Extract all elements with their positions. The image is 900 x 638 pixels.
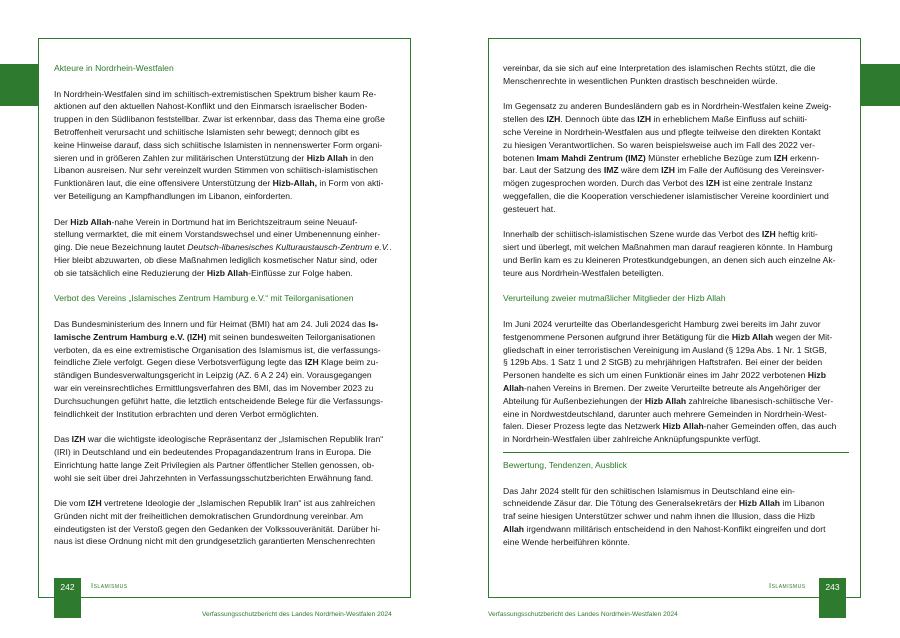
paragraph <box>503 62 849 88</box>
text-line: Das Jahr 2024 stellt für den schiitischen Islamismus in Deutschland eine ein- <box>503 485 795 496</box>
text-line: gesteuert hat. <box>503 203 556 214</box>
text-line: Allah-nahen Vereins in Bremen. Der zweite Verurteilte betreute als Angehöriger der <box>503 382 821 393</box>
text-line: Im Juni 2024 verurteilte das Oberlandesgericht Hamburg zwei bereits im Jahr zuvor <box>503 318 821 329</box>
text-line: bar. Laut der Satzung des IMZ wäre dem IZH im Falle der Auflösung des Vereinsver- <box>503 165 825 176</box>
section-label-left: Islamismus <box>91 581 128 590</box>
text-line: truppen in den Südlibanon feststellbar. Zwar ist erkennbar, dass das Thema eine große <box>54 114 385 125</box>
section-divider <box>503 452 849 453</box>
text-line: Das IZH war die wichtigste ideologische Repräsentanz der „Islamischen Republik Iran“ <box>54 434 384 445</box>
text-line: ging. Die neue Bezeichnung lautet Deutsch-libanesisches Kulturaustausch-Zentrum e.V.. <box>54 242 392 253</box>
text-line: In Nordrhein-Westfalen sind im schiitisch-extremistischen Spektrum bisher kaum Re- <box>54 88 377 99</box>
text-line: Hier bleibt abzuwarten, ob diese Maßnahmen lediglich kosmetischer Natur sind, oder <box>54 254 378 265</box>
page-number-left: 242 <box>54 578 81 618</box>
text-line: eine in Nordwestdeutschland, darunter auch mehrere Gemeinden in Nordrhein-West- <box>503 408 827 419</box>
paragraph <box>503 485 849 549</box>
paragraph <box>503 100 849 215</box>
paragraph <box>54 497 400 548</box>
text-line: ver Beteiligung an Kampfhandlungen im Libanon, einforderten. <box>54 190 293 201</box>
text-line: zu hiesigen Verantwortlichen. So waren beispielsweise auch im Fall des 2022 ver- <box>503 139 815 150</box>
text-line: Im Gegensatz zu anderen Bundesländern gab es in Nordrhein-Westfalen keine Zweig- <box>503 101 832 112</box>
text-line: vereinbar, da sie sich auf eine Interpretation des islamischen Rechts stützt, die die <box>503 63 816 73</box>
text-line: lamische Zentrum Hamburg e.V. (IZH) mit seinen bundesweiten Teilorganisationen <box>54 331 375 342</box>
page-number-right: 243 <box>819 578 846 618</box>
text-line: weggefallen, die die Kooperation verschiedener islamistischer Vereine koordiniert und <box>503 190 829 201</box>
text-line: teure aus Nordrhein-Westfalen beteiligten. <box>503 267 664 278</box>
paragraph <box>54 433 400 484</box>
text-line: stellung vermarktet, die mit einem Vorstandswechsel und einer Umbenennung einher- <box>54 229 381 240</box>
text-line: feindliche Ziele verfolgt. Gegen diese Verbotsverfügung legte das IZH Klage beim zu- <box>54 357 379 368</box>
text-line: feindlichkeit der Institution erbrachten und deren Verbot ermöglichten. <box>54 408 319 419</box>
text-line: Die vom IZH vertretene Ideologie der „Islamischen Republik Iran“ ist aus zahlreichen <box>54 498 375 509</box>
text-line: Durchsuchungen geführt hatte, die letztlich entscheidende Belege für die Verfassungs- <box>54 395 384 406</box>
text-line: Libanon ausreisen. Nur sehr vereinzelt wurden Stimmen von schiitisch-islamistischen <box>54 165 378 176</box>
footer-right: Verfassungsschutzbericht des Landes Nordrhein-Westfalen 2024 <box>488 611 678 618</box>
text-line: Innerhalb der schiitisch-islamistischen Szene wurde das Verbot des IZH heftig kriti- <box>503 229 818 240</box>
text-line: keine Hinweise darauf, dass sich schiitische Islamisten in nennenswerter Form organi- <box>54 139 383 150</box>
text-line: gliedschaft in einer terroristischen Vereinigung im Ausland (§ 129a Abs. 1 Nr. 1 StGB, <box>503 344 827 355</box>
right-margin-tab <box>860 64 900 106</box>
text-line: eindeutigsten ist der Verstoß gegen den Gedanken der Volkssouveränität. Darüber hi- <box>54 523 381 534</box>
paragraph <box>54 216 400 280</box>
text-line: aktionen auf den aktuellen Nahost-Konflikt und den Einmarsch israelischer Boden- <box>54 101 368 112</box>
left-margin-tab <box>0 64 40 106</box>
text-line: mögen zugesprochen worden. Durch das Verbot des IZH ist eine zentrale Instanz <box>503 178 813 189</box>
text-line: naus ist diese Ordnung nicht mit den grundgesetzlich garantierten Menschenrechten <box>54 536 376 547</box>
text-line: falen. Dieser Prozess legte das Netzwerk Hizb Allah-naher Gemeinden offen, das auch <box>503 421 837 432</box>
section-heading-akteure: Akteure in Nordrhein-Westfalen <box>54 63 174 73</box>
section-label-right: Islamismus <box>769 581 806 590</box>
text-line: sieren und in größeren Zahlen zur militärischen Unterstützung der Hizb Allah in den <box>54 152 374 163</box>
text-line: verboten, da es eine extremistische Organisation des Islamismus ist, die verfassungs- <box>54 344 381 355</box>
text-line: traf seine hiesigen Unterstützer schwer und nahm ihnen die Illusion, dass die Hizb <box>503 511 815 522</box>
text-line: Das Bundesministerium des Innern und für Heimat (BMI) hat am 24. Juli 2024 das Is- <box>54 318 379 329</box>
paragraph <box>503 318 849 446</box>
text-line: Betroffenheit verursacht und schiitische Islamisten sehr bewegt; dennoch gibt es <box>54 126 360 137</box>
text-line: und Berlin kam es zu kleineren Protestkundgebungen, an denen sich auch einzelne Ak- <box>503 254 836 265</box>
text-line: sche Vereine in Nordrhein-Westfalen aus und pflegte teilweise den direkten Kontakt <box>503 126 821 137</box>
text-line: siert und überlegt, mit welchen Maßnahmen man darauf reagieren könnte. In Hamburg <box>503 242 833 253</box>
text-line: Funktionären laut, die eine offensivere Unterstützung der Hizb-Allah, in Form von akti- <box>54 178 384 189</box>
paragraph <box>503 228 849 279</box>
text-line: (IRI) in Deutschland und ein bedeutendes Propagandazentrum Irans in Europa. Die <box>54 446 372 457</box>
text-line: Personen handelte es sich um einen Funktionär eines im Jahr 2022 verbotenen Hizb <box>503 370 826 381</box>
text-line: Abteilung für Außenbeziehungen der Hizb Allah zahlreiche libanesisch-schiitische Ver- <box>503 395 834 406</box>
paragraph <box>54 318 400 420</box>
text-line: Der Hizb Allah-nahe Verein in Dortmund hat im Berichtszeitraum seine Neuauf- <box>54 216 358 227</box>
text-line: § 129b Abs. 1 Satz 1 und 2 StGB) zu mehrjährigen Haftstrafen. Bei einer der beiden <box>503 357 823 368</box>
text-line: war ein vereinsrechtliches Ermittlungsverfahren des BMI, das im November 2023 zu <box>54 382 374 393</box>
text-line: ständigen Bundesverwaltungsgericht in Leipzig (AZ. 6 A 2 24) ein. Vorausgegangen <box>54 370 372 381</box>
text-line: ob sie tatsächlich eine Reduzierung der Hizb Allah-Einflüsse zur Folge haben. <box>54 267 353 278</box>
text-line: botenen Imam Mahdi Zentrum (IMZ) Münster erhebliche Bezüge zum IZH erkenn- <box>503 152 820 163</box>
text-line: Einrichtung hatte lange Zeit Privilegien als Partner öffentlicher Stellen genossen, ob- <box>54 459 375 470</box>
text-line: eine Wende herbeiführen könnte. <box>503 536 630 547</box>
text-line: stellen des IZH. Dennoch übte das IZH in erheblichem Maße Einfluss auf schiiti- <box>503 114 808 125</box>
text-line: Allah irgendwann militärisch entscheidend in den Nahost-Konflikt eingreifen und dort <box>503 523 826 534</box>
paragraph <box>54 88 400 203</box>
text-line: Gründen nicht mit der freiheitlichen demokratischen Grundordnung vereinbar. Am <box>54 510 364 521</box>
footer-left: Verfassungsschutzbericht des Landes Nordrhein-Westfalen 2024 <box>202 611 392 618</box>
right-page-text <box>503 62 849 561</box>
left-page-text <box>54 62 400 561</box>
text-line: wohl sie seit über drei Jahrzehnten in Verfassungsschutzberichten Erwähnung fand. <box>54 472 374 483</box>
text-line: in Nordrhein-Westfalen über zahlreiche Anknüpfungspunkte verfügt. <box>503 434 761 445</box>
text-line: festgenommene Personen aufgrund ihrer Betätigung für die Hizb Allah wegen der Mit- <box>503 331 833 342</box>
text-line: Menschenrechte in wesentlichen Punkten drastisch beschneiden würde. <box>503 75 778 86</box>
text-line: schneidende Zäsur dar. Die Tötung des Generalsekretärs der Hizb Allah im Libanon <box>503 498 825 509</box>
section-heading-izh-ban: Verbot des Vereins „Islamisches Zentrum Hamburg e.V.“ mit Teilorganisationen <box>54 293 354 304</box>
section-heading-verurteilung: Verurteilung zweier mutmaßlicher Mitglieder der Hizb Allah <box>503 293 726 304</box>
section-heading-bewertung: Bewertung, Tendenzen, Ausblick <box>503 459 628 470</box>
